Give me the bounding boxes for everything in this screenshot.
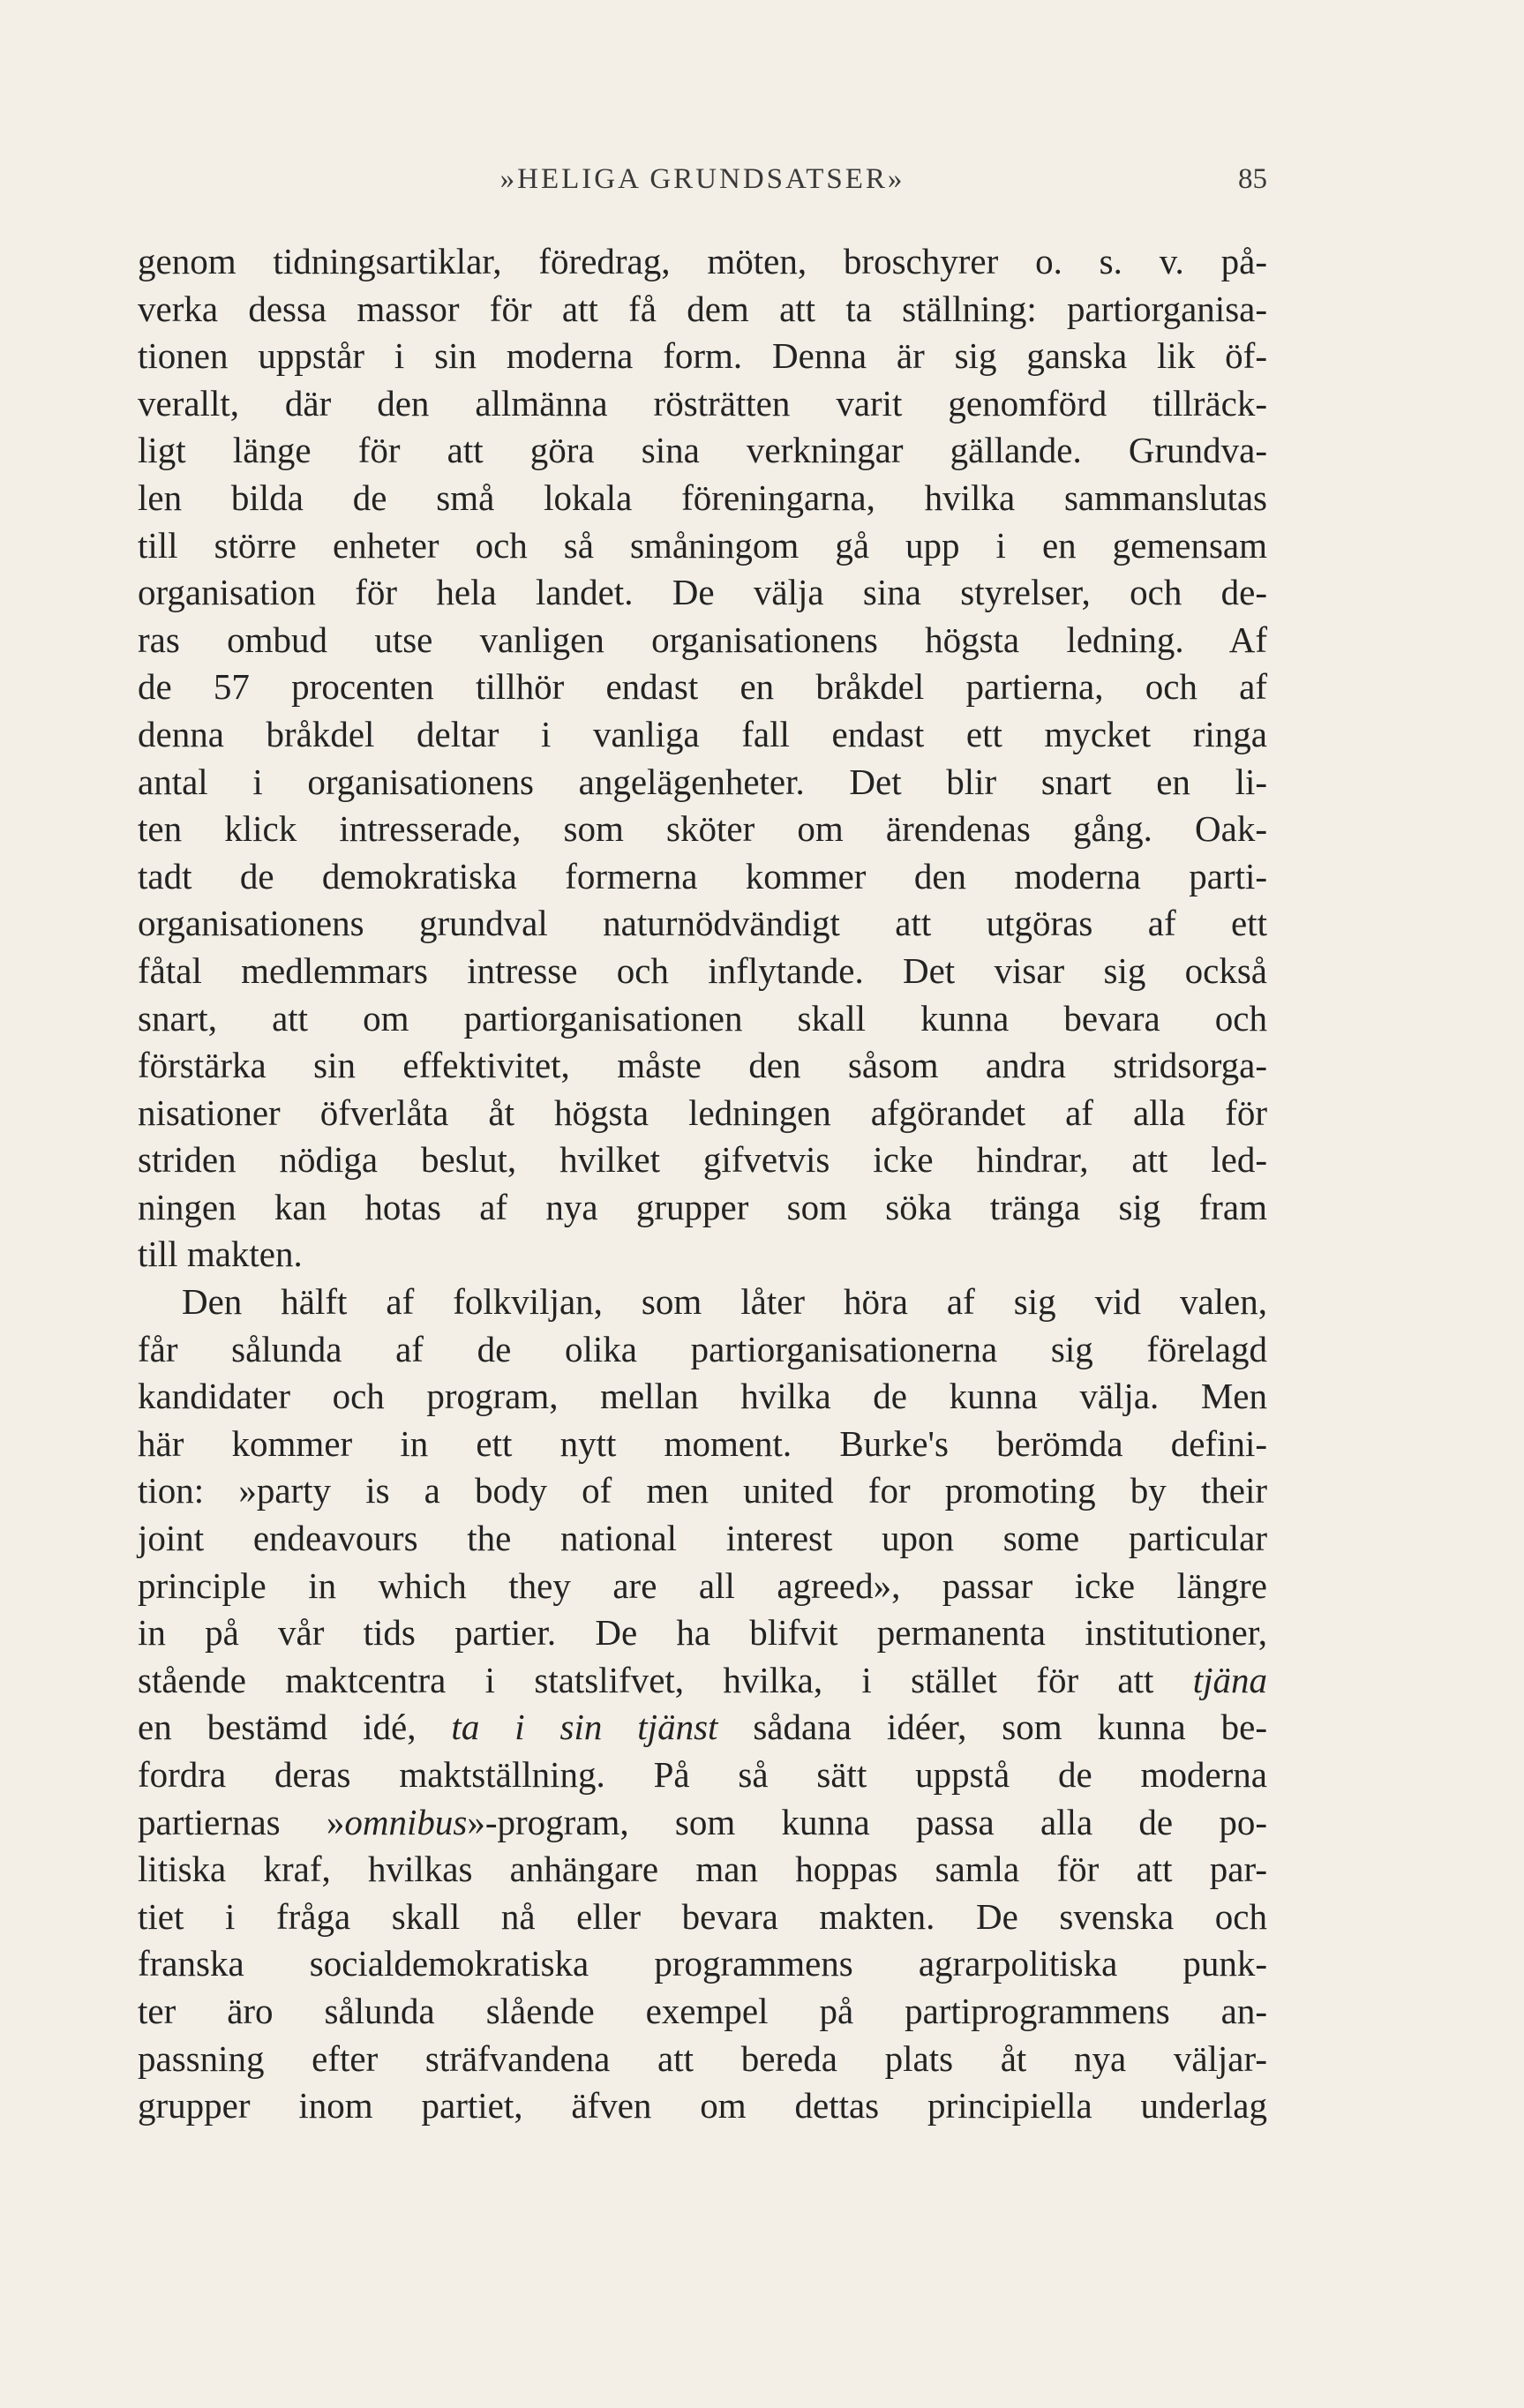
- text-segment: ras ombud utse vanligen organisationens högsta ledning. Af: [138, 619, 1267, 660]
- text-segment: principle in which they are all agreed», passar icke längre: [138, 1564, 1267, 1606]
- text-segment: in på vår tids partier. De ha blifvit permanenta institutioner,: [138, 1612, 1267, 1654]
- italic-text-segment: ta i sin tjänst: [451, 1707, 718, 1748]
- text-line: [138, 1184, 1267, 1232]
- text-line: [138, 1609, 1267, 1657]
- text-segment: fordra deras maktställning. På så sätt uppstå de moderna: [138, 1754, 1267, 1795]
- text-segment: joint endeavours the national interest upon some particular: [138, 1518, 1267, 1559]
- text-segment: »-program, som kunna passa alla de po-: [467, 1801, 1267, 1842]
- text-line: [138, 333, 1267, 380]
- text-segment: förstärka sin effektivitet, måste den såsom andra stridsorga-: [138, 1045, 1267, 1086]
- text-line: [138, 238, 1267, 286]
- text-segment: till makten.: [138, 1234, 303, 1275]
- text-segment: sådana idéer, som kunna be-: [717, 1707, 1268, 1748]
- text-line: [138, 2082, 1267, 2130]
- text-line: [138, 1563, 1267, 1610]
- text-segment: till större enheter och så småningom gå upp i en gemensam: [138, 524, 1267, 566]
- text-segment: genom tidningsartiklar, föredrag, möten, broschyrer o. s. v. på-: [138, 241, 1267, 281]
- text-segment: en bestämd idé,: [138, 1707, 452, 1748]
- text-line: [138, 1090, 1267, 1137]
- text-line: [138, 1515, 1267, 1563]
- text-line: [138, 1279, 1267, 1326]
- page-number: 85: [1238, 163, 1267, 195]
- text-line: [138, 1752, 1267, 1799]
- text-line: [138, 2036, 1267, 2083]
- page-header: [138, 163, 1267, 207]
- text-line: [138, 1940, 1267, 1988]
- text-segment: organisationens grundval naturnödvändigt att utgöras af ett: [138, 903, 1267, 944]
- text-segment: grupper inom partiet, äfven om dettas principiella underlag: [138, 2085, 1267, 2127]
- text-segment: passning efter sträfvandena att bereda plats åt nya väljar-: [138, 2037, 1267, 2079]
- text-segment: får sålunda af de olika partiorganisationerna sig förelagd: [138, 1328, 1267, 1369]
- text-line: [138, 1373, 1267, 1421]
- text-line: [138, 617, 1267, 664]
- text-line: [138, 1799, 1267, 1847]
- text-segment: här kommer in ett nytt moment. Burke's berömda defini-: [138, 1422, 1267, 1464]
- text-line: [138, 427, 1267, 475]
- text-line: [138, 475, 1267, 522]
- text-line: [138, 806, 1267, 853]
- text-line: [138, 522, 1267, 570]
- text-segment: de 57 procenten tillhör endast en bråkdel partierna, och af: [138, 666, 1267, 708]
- text-segment: ligt länge för att göra sina verkningar gällande. Grundva-: [138, 430, 1267, 471]
- body-text: [138, 238, 1267, 2130]
- text-segment: kandidater och program, mellan hvilka de kunna välja. Men: [138, 1376, 1267, 1417]
- text-line: [138, 1704, 1267, 1752]
- text-line: [138, 286, 1267, 334]
- text-line: [138, 1136, 1267, 1184]
- text-line: [138, 1421, 1267, 1468]
- text-line: [138, 569, 1267, 617]
- text-segment: verka dessa massor för att få dem att ta ställning: partiorganisa-: [138, 288, 1267, 329]
- text-segment: franska socialdemokratiska programmens agrarpolitiska punk-: [138, 1943, 1267, 1984]
- text-segment: partiernas »: [138, 1801, 345, 1842]
- text-line: [138, 380, 1267, 428]
- text-segment: Den hälft af folkviljan, som låter höra af sig vid valen,: [182, 1281, 1267, 1323]
- text-line: [138, 1988, 1267, 2036]
- text-segment: ter äro sålunda slående exempel på partiprogrammens an-: [138, 1990, 1267, 2031]
- italic-text-segment: tjäna: [1192, 1659, 1267, 1700]
- text-segment: ningen kan hotas af nya grupper som söka tränga sig fram: [138, 1186, 1267, 1227]
- text-line: [138, 1657, 1267, 1705]
- text-segment: tionen uppstår i sin moderna form. Denna är sig ganska lik öf-: [138, 335, 1267, 377]
- running-head: »HELIGA GRUNDSATSER»: [499, 163, 905, 195]
- text-line: [138, 1846, 1267, 1894]
- text-line: [138, 1042, 1267, 1090]
- text-segment: snart, att om partiorganisationen skall kunna bevara och: [138, 997, 1267, 1039]
- text-segment: nisationer öfverlåta åt högsta ledningen afgörandet af alla för: [138, 1091, 1267, 1133]
- text-segment: fåtal medlemmars intresse och inflytande. Det visar sig också: [138, 949, 1267, 991]
- text-line: [138, 853, 1267, 901]
- text-segment: ten klick intresserade, som sköter om ärendenas gång. Oak-: [138, 808, 1267, 850]
- text-segment: tiet i fråga skall nå eller bevara makten. De svenska och: [138, 1895, 1267, 1937]
- text-segment: tion: »party is a body of men united for promoting by their: [138, 1470, 1267, 1512]
- italic-text-segment: omnibus: [344, 1801, 468, 1842]
- text-segment: len bilda de små lokala föreningarna, hvilka sammanslutas: [138, 476, 1267, 518]
- text-segment: denna bråkdel deltar i vanliga fall endast ett mycket ringa: [138, 713, 1267, 754]
- text-line: [138, 1467, 1267, 1515]
- text-line: [138, 759, 1267, 806]
- text-segment: tadt de demokratiska formerna kommer den moderna parti-: [138, 855, 1267, 896]
- text-segment: stående maktcentra i statslifvet, hvilka, i stället för att: [138, 1659, 1193, 1700]
- text-line: [138, 948, 1267, 995]
- text-line: [138, 664, 1267, 711]
- text-line: [138, 1231, 1267, 1279]
- text-line: [138, 1894, 1267, 1941]
- text-line: [138, 1326, 1267, 1374]
- text-segment: organisation för hela landet. De välja sina styrelser, och de-: [138, 572, 1267, 613]
- text-line: [138, 900, 1267, 948]
- text-segment: antal i organisationens angelägenheter. Det blir snart en li-: [138, 761, 1267, 802]
- text-segment: verallt, där den allmänna rösträtten varit genomförd tillräck-: [138, 382, 1267, 424]
- text-segment: litiska kraf, hvilkas anhängare man hoppas samla för att par-: [138, 1849, 1267, 1890]
- text-segment: striden nödiga beslut, hvilket gifvetvis icke hindrar, att led-: [138, 1139, 1267, 1181]
- text-line: [138, 711, 1267, 759]
- text-line: [138, 995, 1267, 1043]
